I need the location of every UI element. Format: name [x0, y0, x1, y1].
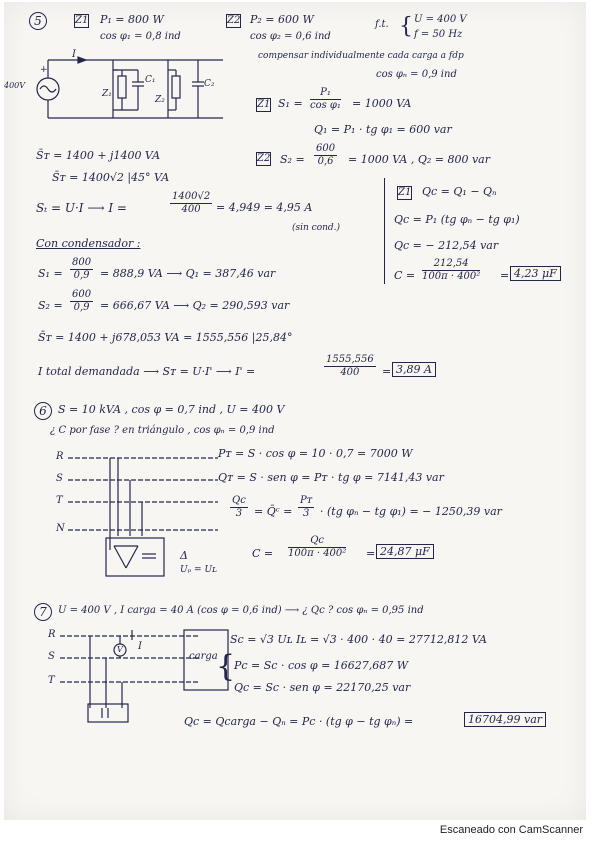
p7-qc-equation: Qc = Qcarga − Qₙ = Pc · (tg φ − tg φₙ) = [184, 715, 414, 728]
neutral-n-label: N [56, 523, 65, 534]
z1-cos: cos φ₁ = 0,8 ind [100, 31, 181, 42]
total-current-result: 3,89 A [392, 362, 436, 377]
qc-formula: Qc = P₁ (tg φₙ − tg φ₁) [394, 213, 520, 226]
z2-cos: cos φ₂ = 0,6 ind [250, 31, 331, 42]
phase-t-label: T [56, 495, 63, 506]
p7-current-label: I [138, 641, 142, 652]
current-fraction [170, 192, 212, 215]
total-current-equals: = [382, 365, 392, 378]
circuit-z2-label: Z₂ [155, 95, 165, 105]
problem-7-statement: U = 400 V , I carga = 40 A (cos φ = 0,6 ind) ⟶ ¿ Qc ? cos φₙ = 0,95 ind [58, 605, 424, 616]
capacitance-equals: = [500, 269, 510, 282]
z2-tag: Z2 [227, 15, 241, 26]
current-lhs: Sₜ = U·I ⟶ I = [36, 201, 127, 215]
s2-fraction [314, 144, 337, 167]
s2-lhs: S₂ = [280, 153, 305, 166]
circuit-c1-label: C₁ [145, 75, 156, 85]
s1-numerator: P₁ [310, 88, 341, 100]
circuit-z1-label: Z₁ [102, 89, 112, 99]
q1-equation: Q₁ = P₁ · tg φ₁ = 600 var [314, 123, 452, 136]
s2b-lhs: S₂ = [38, 299, 63, 312]
z1-qc-tag: Z1 [398, 187, 412, 198]
brace-icon: { [399, 14, 413, 39]
s2b-numerator: 600 [72, 289, 92, 300]
s1b-numerator: 800 [72, 257, 92, 268]
p7-brace-icon: { [216, 649, 236, 684]
current-numerator: 1400√2 [172, 191, 211, 202]
p6-active-power: Pᴛ = S · cos φ = 10 · 0,7 = 7000 W [218, 447, 413, 460]
pt-per-phase-denominator: 3 [302, 508, 310, 519]
current-note: (sin cond.) [292, 223, 341, 233]
qc-value: Qc = − 212,54 var [394, 239, 499, 252]
problem-7-number: 7 [34, 603, 52, 621]
p6-capacitance-numerator: Qc [288, 536, 346, 548]
p6-capacitance-result: 24,87 μF [376, 544, 434, 559]
s1b-result: = 888,9 VA ⟶ Q₁ = 387,46 var [100, 267, 276, 280]
problem-6-number: 6 [34, 402, 52, 420]
scanner-watermark: Escaneado con CamScanner [439, 824, 583, 836]
p6-capacitance-lhs: C = [252, 547, 274, 560]
supply-voltage: U = 400 V [414, 14, 467, 25]
p7-phase-t-label: T [48, 675, 55, 686]
compensation-statement: compensar individualmente cada carga a fdp [258, 51, 464, 61]
problem-5-number: 5 [29, 12, 47, 30]
circuit-diagram-6 [58, 450, 228, 580]
qc-definition: Qc = Q₁ − Qₙ [422, 185, 497, 198]
column-divider [384, 178, 385, 284]
s2b-fraction [70, 290, 93, 313]
p7-reactive-power: Qc = Sc · sen φ = 22170,25 var [234, 681, 411, 694]
load-label: carga [189, 651, 218, 662]
p6-capacitance-denominator: 100π · 400² [288, 548, 347, 559]
s1-fraction [310, 88, 341, 111]
s1b-fraction [70, 258, 93, 281]
s1b-denominator: 0,9 [73, 270, 90, 281]
capacitance-fraction [422, 259, 480, 282]
scanned-page [4, 2, 586, 820]
with-capacitor-heading: Con condensador : [36, 237, 141, 250]
p7-active-power: Pc = Sc · cos φ = 16627,687 W [234, 659, 409, 672]
total-current-lhs: I total demandada ⟶ Sᴛ = U·I' ⟶ I' = [38, 365, 256, 378]
s2-denominator: 0,6 [317, 156, 334, 167]
total-current-denominator: 400 [340, 367, 360, 378]
s1-denominator: cos φ₁ [310, 100, 341, 111]
s1b-lhs: S₁ = [38, 267, 63, 280]
qc-per-phase-mid: = Q̄ᶜ = [254, 505, 293, 518]
z1-power: P₁ = 800 W [100, 13, 164, 26]
total-current-numerator: 1555,556 [326, 354, 374, 365]
target-power-factor: cos φₙ = 0,9 ind [376, 69, 457, 80]
problem-6-question: ¿ C por fase ? en triángulo , cos φₙ = 0,9 ind [50, 425, 275, 436]
s2-numerator: 600 [316, 143, 336, 154]
phase-r-label: R [56, 451, 64, 462]
capacitance-lhs: C = [394, 269, 416, 282]
total-current-fraction [324, 355, 376, 378]
phase-s-label: S [56, 473, 63, 484]
current-result: = 4,949 = 4,95 A [216, 201, 313, 214]
p7-phase-s-label: S [48, 651, 55, 662]
capacitance-denominator: 100π · 400² [422, 271, 481, 282]
capacitance-numerator: 212,54 [422, 259, 480, 271]
z2-result-tag: Z2 [257, 153, 271, 164]
circuit-plus-sign: + [40, 65, 48, 75]
stb-equation: S̄ᴛ = 1400 + j678,053 VA = 1555,556 |25,84° [38, 331, 293, 344]
current-denominator: 400 [181, 204, 201, 215]
circuit-c2-label: C₂ [204, 79, 215, 89]
s2-result: = 1000 VA , Q₂ = 800 var [348, 153, 490, 166]
problem-6-statement: S = 10 kVA , cos φ = 0,7 ind , U = 400 V [58, 403, 285, 416]
qc-per-phase-result: · (tg φₙ − tg φ₁) = − 1250,39 var [320, 505, 502, 518]
phase-voltage-label: Uₚ = Uʟ [180, 565, 217, 575]
delta-label: Δ [180, 549, 188, 562]
qc-per-phase-numerator: Qc [232, 495, 246, 506]
p7-qc-result: 16704,99 var [464, 712, 546, 727]
supply-frequency: f = 50 Hz [414, 29, 463, 40]
st-polar: S̄ᴛ = 1400√2 |45° VA [52, 171, 170, 184]
p6-capacitance-fraction [288, 536, 346, 559]
z1-tag: Z1 [75, 15, 89, 26]
pt-per-phase-fraction [298, 496, 314, 519]
p7-phase-r-label: R [48, 629, 56, 640]
p7-apparent-power: Sc = √3 Uʟ Iʟ = √3 · 400 · 40 = 27712,812 VA [230, 633, 487, 646]
qc-per-phase-fraction [230, 496, 248, 519]
s2b-denominator: 0,9 [73, 302, 90, 313]
p6-capacitance-equals: = [366, 547, 376, 560]
capacitance-result: 4,23 μF [510, 266, 561, 281]
st-rectangular: S̄ᴛ = 1400 + j1400 VA [36, 149, 161, 162]
z2-power: P₂ = 600 W [250, 13, 314, 26]
voltmeter-label: V [117, 645, 123, 654]
s1-result: = 1000 VA [352, 97, 412, 110]
pt-per-phase-numerator: Pᴛ [300, 495, 313, 506]
circuit-current-label: I [72, 49, 76, 60]
circuit-voltage-label: 400V [4, 81, 26, 90]
z1-result-tag: Z1 [257, 99, 271, 110]
p6-reactive-power: Qᴛ = S · sen φ = Pᴛ · tg φ = 7141,43 var [218, 471, 444, 484]
s2b-result: = 666,67 VA ⟶ Q₂ = 290,593 var [100, 299, 290, 312]
s1-lhs: S₁ = [278, 97, 303, 110]
qc-per-phase-denominator: 3 [235, 508, 243, 519]
fixed-data-label: f.t. [375, 19, 389, 30]
